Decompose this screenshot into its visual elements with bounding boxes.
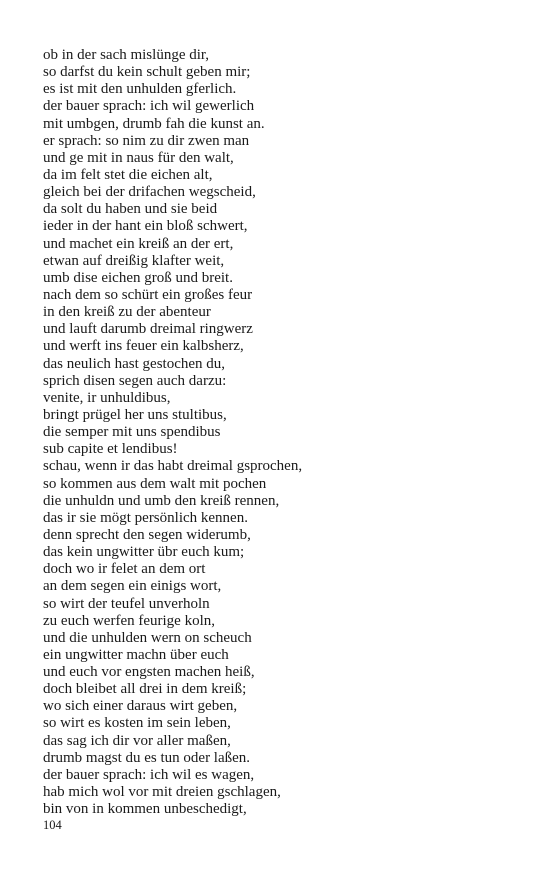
verse-line: so darfst du kein schult geben mir; — [43, 64, 251, 81]
verse-line: und euch vor engsten machen heiß, — [43, 664, 255, 681]
verse-line: das sag ich dir vor aller maßen, — [43, 732, 231, 749]
verse-line: er sprach: so nim zu dir zwen man — [43, 132, 250, 149]
verse-line: die unhuldn und umb den kreiß rennen, — [43, 492, 280, 509]
verse-line: es ist mit den unhulden gferlich. — [43, 81, 237, 98]
verse-line: umb dise eichen groß und breit. — [43, 269, 233, 286]
verse-line: der bauer sprach: ich wil es wagen, — [43, 766, 255, 783]
verse-line: da solt du haben und sie beid — [43, 201, 218, 218]
verse-line: etwan auf dreißig klafter weit, — [43, 252, 225, 269]
verse-line: und lauft darumb dreimal ringwerz — [43, 321, 253, 338]
verse-line: so wirt der teufel unverholn — [43, 595, 210, 612]
verse-line: das neulich hast gestochen du, — [43, 355, 226, 372]
verse-line: sub capite et lendibus! — [43, 441, 178, 458]
verse-line: ieder in der hant ein bloß schwert, — [43, 218, 248, 235]
verse-line: doch wo ir felet an dem ort — [43, 561, 206, 578]
verse-line: in den kreiß zu der abenteur — [43, 304, 211, 321]
verse-line: wo sich einer daraus wirt geben, — [43, 698, 238, 715]
verse-line: sprich disen segen auch darzu: — [43, 372, 227, 389]
page-number: 104 — [43, 818, 62, 832]
verse-line: bin von in kommen unbeschedigt, — [43, 801, 247, 818]
verse-line: die semper mit uns spendibus — [43, 424, 221, 441]
verse-line: ob in der sach mislünge dir, — [43, 47, 210, 63]
verse-line: und werft ins feuer ein kalbsherz, — [43, 338, 244, 355]
verse-line: und machet ein kreiß an der ert, — [43, 235, 234, 252]
verse-line: an dem segen ein einigs wort, — [43, 578, 222, 595]
verse-line: bringt prügel her uns stultibus, — [43, 406, 227, 423]
verse-line: so wirt es kosten im sein leben, — [43, 715, 231, 732]
verse-text — [43, 47, 302, 818]
verse-line: das kein ungwitter übr euch kum; — [43, 544, 245, 561]
verse-line: doch bleibet all drei in dem kreiß; — [43, 681, 247, 698]
verse-line: denn sprecht den segen widerumb, — [43, 526, 251, 543]
verse-line: ein ungwitter machn über euch — [43, 646, 229, 663]
verse-line: nach dem so schürt ein großes feur — [43, 286, 253, 303]
verse-line: schau, wenn ir das habt dreimal gsprochen, — [43, 458, 303, 475]
verse-line: drumb magst du es tun oder laßen. — [43, 749, 251, 766]
verse-line: venite, ir unhuldibus, — [43, 389, 171, 406]
verse-line: zu euch werfen feurige koln, — [43, 612, 216, 629]
verse-line: so kommen aus dem walt mit pochen — [43, 475, 267, 492]
verse-line: und ge mit in naus für den walt, — [43, 149, 234, 166]
verse-line: da im felt stet die eichen alt, — [43, 166, 213, 183]
verse-line: das ir sie mögt persönlich kennen. — [43, 509, 248, 526]
verse-line: mit umbgen, drumb fah die kunst an. — [43, 115, 265, 132]
verse-line: gleich bei der drifachen wegscheid, — [43, 184, 256, 201]
verse-line: und die unhulden wern on scheuch — [43, 629, 252, 646]
verse-line: hab mich wol vor mit dreien gschlagen, — [43, 784, 281, 801]
verse-line: der bauer sprach: ich wil gewerlich — [43, 98, 255, 115]
